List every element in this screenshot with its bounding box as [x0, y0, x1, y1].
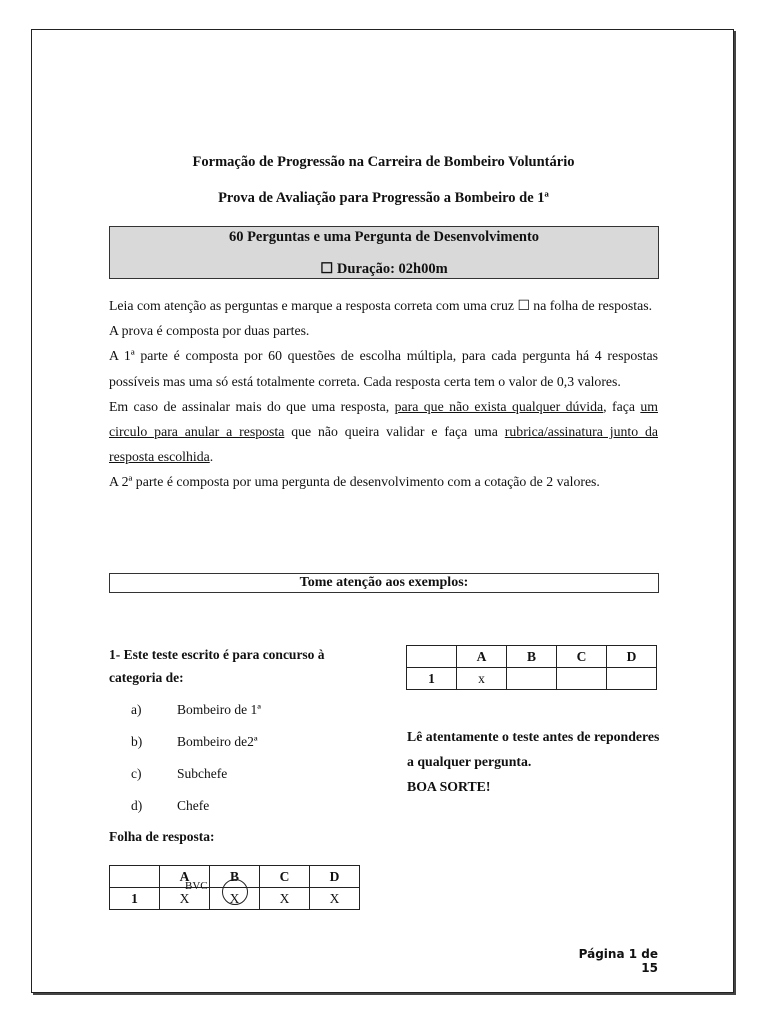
info-box-duration: ☐ Duração: 02h00m [320, 261, 448, 277]
option-letter: d) [131, 798, 143, 813]
annul-circle-mark [222, 879, 248, 905]
grid-cell: 1 [407, 668, 457, 690]
grid-header-cell: D [310, 866, 360, 888]
instructions-p4-underline-1: para que não exista qualquer dúvida [394, 398, 604, 414]
grid-cell [507, 668, 557, 690]
instructions-p4 [109, 394, 658, 470]
grid-header-cell: C [557, 646, 607, 668]
grid-header-row [407, 646, 657, 668]
grid-cell: X [210, 888, 260, 910]
advice-line: Lê atentamente o teste antes de reponderes a qualquer pergunta. [407, 729, 660, 769]
grid-header-cell: A [457, 646, 507, 668]
option-a [131, 698, 349, 721]
document-title: Formação de Progressão na Carreira de Bombeiro Voluntário [192, 154, 575, 170]
question-block [109, 643, 349, 817]
option-text: Bombeiro de2ª [177, 734, 258, 749]
instructions-p4-underline-2: um circulo para anular a resposta [109, 398, 658, 440]
instructions-p4-underline-3: rubrica/assinatura junto da resposta escolhida [109, 424, 658, 465]
option-letter: b) [131, 734, 143, 749]
info-box-questions: 60 Perguntas e uma Pergunta de Desenvolvimento [228, 229, 540, 245]
page-frame [31, 29, 734, 993]
instructions-p4-c: que não queira validar e faça uma [284, 424, 505, 440]
option-text: Chefe [177, 798, 210, 813]
page-number: Página 1 de 15 [578, 947, 658, 975]
good-luck: BOA SORTE! [407, 779, 491, 794]
grid-header-cell: C [260, 866, 310, 888]
grid-cell [607, 668, 657, 690]
grid-header-cell: B [210, 866, 260, 888]
instructions-p4-a: Em caso de assinalar mais do que uma resposta, [109, 398, 395, 414]
example-answer-grid [406, 645, 657, 690]
option-d [131, 794, 349, 817]
advice-text [407, 724, 667, 799]
grid-header-cell [110, 866, 160, 888]
grid-cell: X [310, 888, 360, 910]
option-letter: a) [131, 702, 142, 717]
instructions-p2: A prova é composta por duas partes. [109, 323, 310, 339]
option-text: Bombeiro de 1ª [177, 702, 261, 717]
option-letter: c) [131, 766, 142, 781]
question-text: 1- Este teste escrito é para concurso à categoria de: [109, 647, 325, 685]
option-c [131, 762, 349, 785]
grid-header-cell: B [507, 646, 557, 668]
grid-header-cell: D [607, 646, 657, 668]
grid-cell: X [260, 888, 310, 910]
example-banner: Tome atenção aos exemplos: [109, 573, 659, 593]
option-b [131, 730, 349, 753]
instructions-p1: Leia com atenção as perguntas e marque a resposta correta com uma cruz ☐ na folha de respostas. [109, 298, 653, 313]
instructions-p5: A 2ª parte é composta por uma pergunta de desenvolvimento com a cotação de 2 valores. [109, 474, 600, 490]
instructions-p4-b: , faça [603, 398, 641, 414]
grid-row [407, 668, 657, 690]
info-box [109, 226, 659, 279]
grid-cell: 1 [110, 888, 160, 910]
instructions-p4-d: . [209, 449, 214, 465]
grid-cell: X [160, 888, 210, 910]
instructions-p3: A 1ª parte é composta por 60 questões de escolha múltipla, para cada pergunta há 4 respostas possíveis mas uma só está totalmente correta. Cada resposta certa tem o valor de 0,3 valores. [109, 348, 658, 389]
document-subtitle: Prova de Avaliação para Progressão a Bombeiro de 1ª [218, 190, 549, 206]
grid-cell [557, 668, 607, 690]
grid-cell: x [457, 668, 507, 690]
instructions [109, 293, 658, 495]
grid-header-cell: A [160, 866, 210, 888]
initials-mark: BVC [185, 880, 208, 892]
grid-header-cell [407, 646, 457, 668]
answer-sheet-label: Folha de resposta: [109, 829, 215, 844]
option-text: Subchefe [177, 766, 228, 781]
